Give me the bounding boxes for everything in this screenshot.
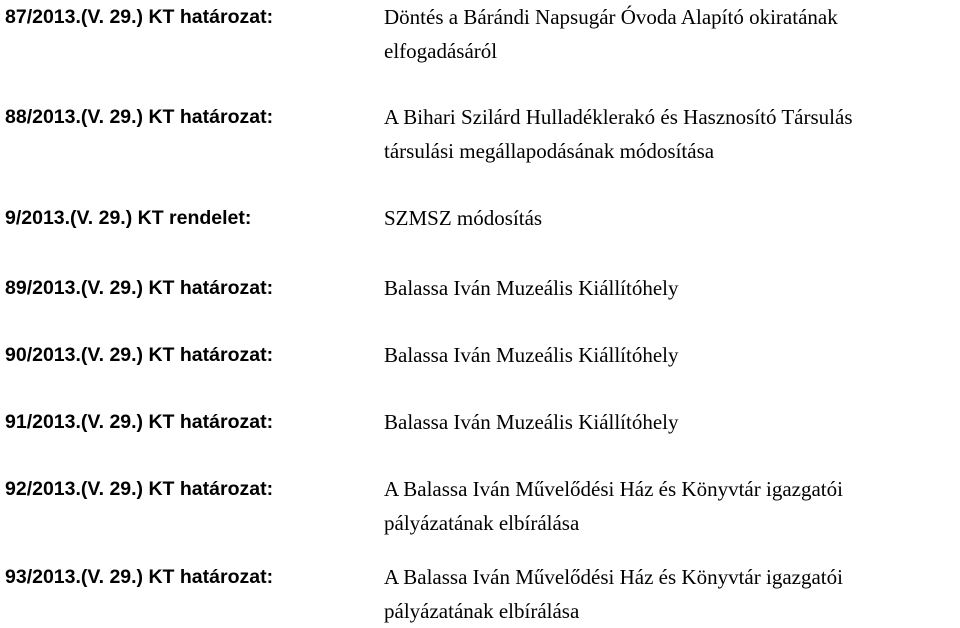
description-line: társulási megállapodásának módosítása <box>384 139 715 163</box>
description-line: pályázatának elbírálása <box>384 511 580 535</box>
resolution-description <box>384 338 956 372</box>
description-line: A Bihari Szilárd Hulladéklerakó és Hasznosító Társulás <box>384 105 853 129</box>
resolution-description <box>384 0 956 68</box>
decree-description <box>384 201 956 235</box>
resolution-reference: 91/2013.(V. 29.) KT határozat: <box>5 411 274 433</box>
description-line: Balassa Iván Muzeális Kiállítóhely <box>384 410 679 434</box>
resolution-reference: 89/2013.(V. 29.) KT határozat: <box>5 277 274 299</box>
description-line: pályázatának elbírálása <box>384 599 580 623</box>
resolution-reference: 87/2013.(V. 29.) KT határozat: <box>5 6 274 28</box>
decree-reference: 9/2013.(V. 29.) KT rendelet: <box>5 207 252 229</box>
resolution-reference: 90/2013.(V. 29.) KT határozat: <box>5 344 274 366</box>
resolution-reference: 92/2013.(V. 29.) KT határozat: <box>5 478 274 500</box>
description-line: Döntés a Bárándi Napsugár Óvoda Alapító okiratának <box>384 5 838 29</box>
description-line: SZMSZ módosítás <box>384 206 543 230</box>
description-line: Balassa Iván Muzeális Kiállítóhely <box>384 343 679 367</box>
resolution-description <box>384 472 956 540</box>
description-line: Balassa Iván Muzeális Kiállítóhely <box>384 276 679 300</box>
resolution-reference: 88/2013.(V. 29.) KT határozat: <box>5 106 274 128</box>
description-line: A Balassa Iván Művelődési Ház és Könyvtár igazgatói <box>384 477 843 501</box>
description-line: elfogadásáról <box>384 39 498 63</box>
resolution-description <box>384 271 956 305</box>
resolution-description <box>384 560 956 628</box>
resolution-description <box>384 100 956 168</box>
resolution-reference: 93/2013.(V. 29.) KT határozat: <box>5 566 274 588</box>
description-line: A Balassa Iván Művelődési Ház és Könyvtár igazgatói <box>384 565 843 589</box>
resolution-description <box>384 405 956 439</box>
